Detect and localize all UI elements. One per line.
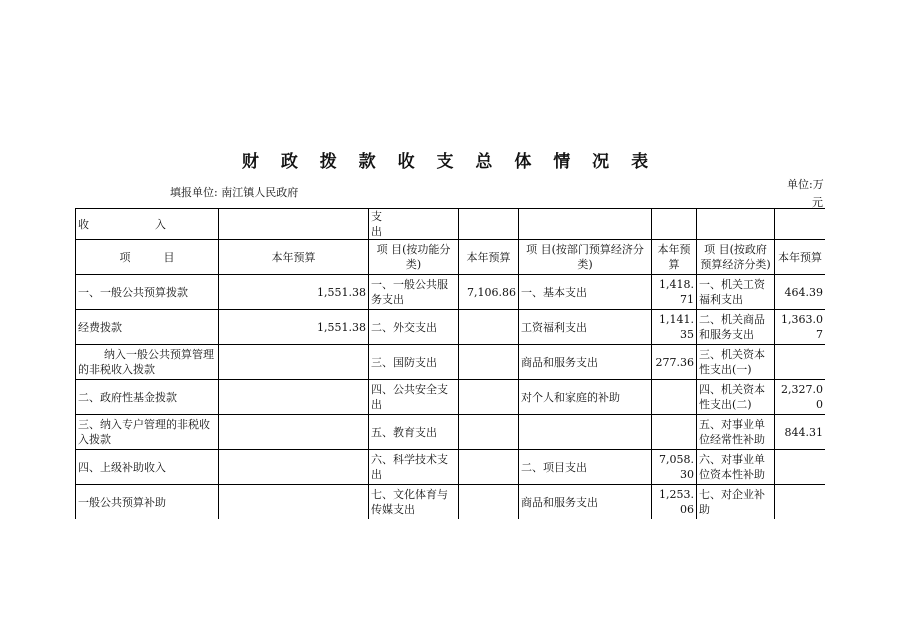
income-budget: 1,551.38 xyxy=(219,310,369,345)
gov-budget: 1,363.07 xyxy=(775,310,826,345)
func-item: 七、文化体育与传媒支出 xyxy=(369,485,459,520)
func-budget xyxy=(459,345,519,380)
filler-unit: 填报单位: 南江镇人民政府 xyxy=(170,186,299,199)
dept-budget: 277.36 xyxy=(652,345,697,380)
func-budget xyxy=(459,310,519,345)
gov-item: 一、机关工资福利支出 xyxy=(697,275,775,310)
table-container xyxy=(75,208,825,528)
table-row xyxy=(76,345,826,380)
income-budget xyxy=(219,415,369,450)
dept-budget xyxy=(652,380,697,415)
col-income-budget: 本年预算 xyxy=(219,240,369,275)
table-row xyxy=(76,450,826,485)
func-item: 二、外交支出 xyxy=(369,310,459,345)
income-budget: 1,551.38 xyxy=(219,275,369,310)
income-item: 二、政府性基金拨款 xyxy=(76,380,219,415)
func-budget xyxy=(459,380,519,415)
income-header: 收 入 xyxy=(76,209,219,240)
header-blank xyxy=(219,209,369,240)
table-row xyxy=(76,485,826,520)
gov-budget xyxy=(775,345,826,380)
gov-item: 四、机关资本性支出(二) xyxy=(697,380,775,415)
gov-item: 三、机关资本性支出(一) xyxy=(697,345,775,380)
col-income-item: 项 目 xyxy=(76,240,219,275)
expense-header-line-2: 出 xyxy=(371,225,382,238)
func-budget xyxy=(459,485,519,520)
income-item: 一般公共预算补助 xyxy=(76,485,219,520)
dept-item: 商品和服务支出 xyxy=(519,345,652,380)
table-row xyxy=(76,380,826,415)
dept-budget: 1,253.06 xyxy=(652,485,697,520)
dept-item: 对个人和家庭的补助 xyxy=(519,380,652,415)
income-item: 经费拨款 xyxy=(76,310,219,345)
expense-header-line-1: 支 xyxy=(371,210,382,223)
gov-item: 五、对事业单位经常性补助 xyxy=(697,415,775,450)
func-item: 四、公共安全支出 xyxy=(369,380,459,415)
col-dept-budget: 本年预算 xyxy=(652,240,697,275)
gov-item: 七、对企业补助 xyxy=(697,485,775,520)
func-item: 五、教育支出 xyxy=(369,415,459,450)
dept-item: 二、项目支出 xyxy=(519,450,652,485)
table-row xyxy=(76,275,826,310)
gov-item: 六、对事业单位资本性补助 xyxy=(697,450,775,485)
unit-label-line-1: 单位:万 xyxy=(787,178,824,191)
dept-item: 一、基本支出 xyxy=(519,275,652,310)
income-budget xyxy=(219,485,369,520)
expense-header xyxy=(369,209,459,240)
gov-budget xyxy=(775,485,826,520)
col-func-item: 项 目(按功能分类) xyxy=(369,240,459,275)
header-blank xyxy=(697,209,775,240)
budget-table xyxy=(75,208,825,519)
func-item: 六、科学技术支出 xyxy=(369,450,459,485)
header-row-columns xyxy=(76,240,826,275)
gov-budget xyxy=(775,450,826,485)
col-dept-item: 项 目(按部门预算经济分类) xyxy=(519,240,652,275)
func-budget xyxy=(459,415,519,450)
header-row-top xyxy=(76,209,826,240)
col-gov-item: 项 目(按政府预算经济分类) xyxy=(697,240,775,275)
col-func-budget: 本年预算 xyxy=(459,240,519,275)
dept-budget: 1,141.35 xyxy=(652,310,697,345)
income-budget xyxy=(219,450,369,485)
col-gov-budget: 本年预算 xyxy=(775,240,826,275)
func-item: 一、一般公共服务支出 xyxy=(369,275,459,310)
unit-label xyxy=(787,176,827,212)
income-item: 一、一般公共预算拨款 xyxy=(76,275,219,310)
gov-budget: 844.31 xyxy=(775,415,826,450)
dept-item: 商品和服务支出 xyxy=(519,485,652,520)
dept-budget xyxy=(652,415,697,450)
unit-label-line-2: 元 xyxy=(812,196,823,209)
header-blank xyxy=(775,209,826,240)
table-row xyxy=(76,310,826,345)
income-item: 四、上级补助收入 xyxy=(76,450,219,485)
header-blank xyxy=(459,209,519,240)
income-item: 三、纳入专户管理的非税收入拨款 xyxy=(76,415,219,450)
gov-item: 二、机关商品和服务支出 xyxy=(697,310,775,345)
income-budget xyxy=(219,345,369,380)
dept-budget: 1,418.71 xyxy=(652,275,697,310)
dept-item: 工资福利支出 xyxy=(519,310,652,345)
income-item: 纳入一般公共预算管理的非税收入拨款 xyxy=(76,345,219,380)
gov-budget: 464.39 xyxy=(775,275,826,310)
func-item: 三、国防支出 xyxy=(369,345,459,380)
gov-budget: 2,327.00 xyxy=(775,380,826,415)
dept-budget: 7,058.30 xyxy=(652,450,697,485)
income-budget xyxy=(219,380,369,415)
dept-item xyxy=(519,415,652,450)
table-row xyxy=(76,415,826,450)
header-blank xyxy=(652,209,697,240)
func-budget xyxy=(459,450,519,485)
header-blank xyxy=(519,209,652,240)
page-title: 财 政 拨 款 收 支 总 体 情 况 表 xyxy=(241,152,657,172)
func-budget: 7,106.86 xyxy=(459,275,519,310)
